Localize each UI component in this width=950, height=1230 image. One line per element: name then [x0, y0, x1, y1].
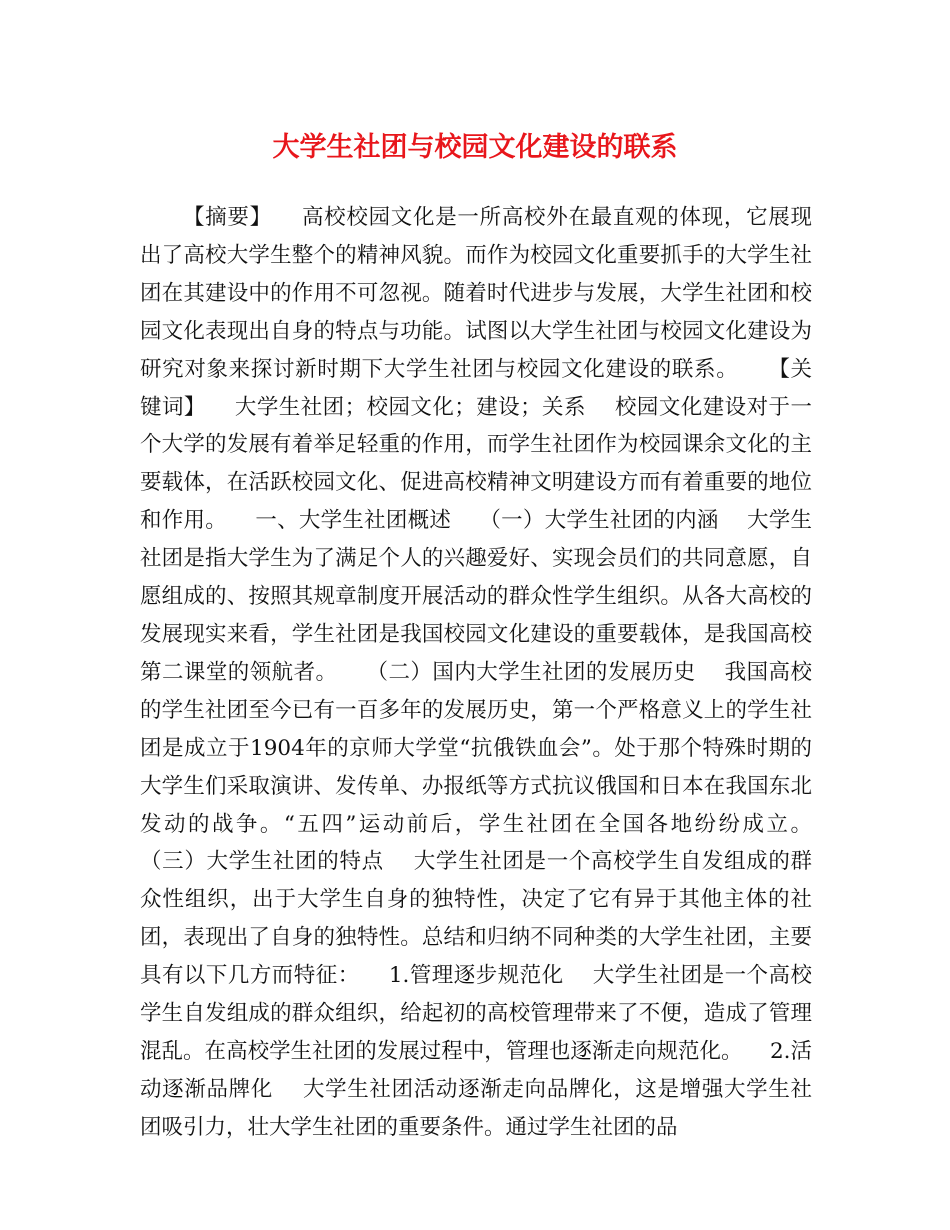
document-title: 大学生社团与校园文化建设的联系 — [272, 132, 678, 163]
document-body-text: 【摘要】 高校校园文化是一所高校外在最直观的体现，它展现出了高校大学生整个的精神风貌。而作为校园文化重要抓手的大学生社团在其建设中的作用不可忽视。随着时代进步与发展，大学生社团和校园文化表现出自身的特点与功能。试图以大学生社团与校园文化建设为研究对象来探讨新时期下大学生社团与校园文化建设的联系。 【关键词】 大学生社团；校园文化；建设；关系 校园文化建设对于一个大学的发展有着举足轻重的作用，而学生社团作为校园课余文化的主要载体，在活跃校园文化、促进高校精神文明建设方而有着重要的地位和作用。 一、大学生社团概述 （一）大学生社团的内涵 大学生社团是指大学生为了满足个人的兴趣爱好、实现会员们的共同意愿，自愿组成的、按照其规章制度开展活动的群众性学生组织。从各大高校的发展现实来看，学生社团是我国校园文化建设的重要载体，是我国高校第二课堂的领航者。 （二）国内大学生社团的发展历史 我国高校的学生社团至今已有一百多年的发展历史，第一个严格意义上的学生社团是成立于1904年的京师大学堂“抗俄铁血会”。处于那个特殊时期的大学生们采取演讲、发传单、办报纸等方式抗议俄国和日本在我国东北发动的战争。“五四”运动前后，学生社团在全国各地纷纷成立。 （三）大学生社团的特点 大学生社团是一个高校学生自发组成的群众性组织，出于大学生自身的独特性，决定了它有异于其他主体的社团，表现出了自身的独特性。总结和归纳不同种类的大学生社团，主要具有以下几方而特征： 1.管理逐步规范化 大学生社团是一个高校学生自发组成的群众组织，给起初的高校管理带来了不便，造成了管理混乱。在高校学生社团的发展过程中，管理也逐渐走向规范化。 2.活动逐渐品牌化 大学生社团活动逐渐走向品牌化，这是增强大学生社团吸引力，壮大学生社团的重要条件。通过学生社团的品 — [140, 205, 840, 1140]
